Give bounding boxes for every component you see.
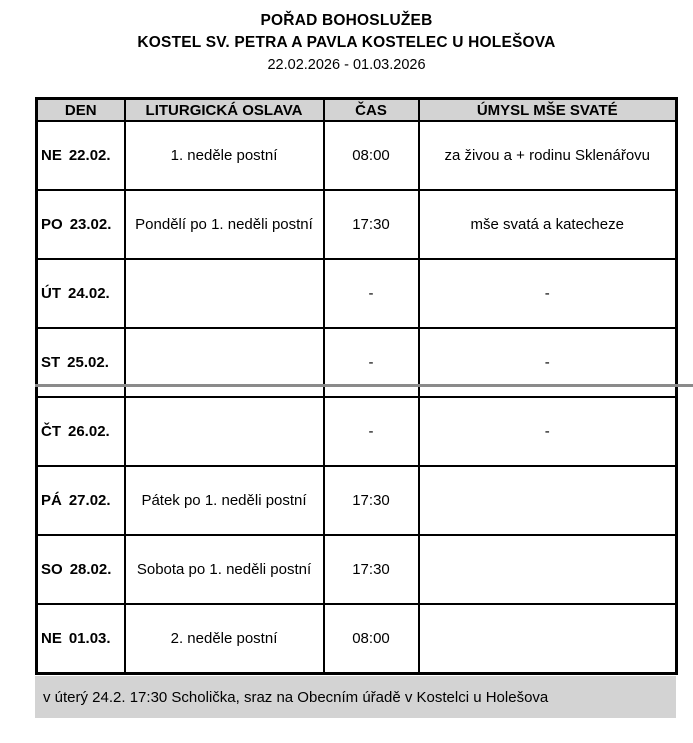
day-cell: [37, 259, 125, 328]
intention-cell: [419, 604, 677, 674]
day-date: 28.02.: [69, 561, 112, 578]
day-date: 27.02.: [68, 492, 111, 509]
table-row: [37, 121, 677, 190]
day-abbr: PÁ: [41, 492, 62, 509]
time-cell: 08:00: [324, 604, 419, 674]
day-abbr: PO: [41, 216, 63, 233]
intention-cell: [419, 535, 677, 604]
intention-cell: -: [419, 328, 677, 397]
column-header-umysl: ÚMYSL MŠE SVATÉ: [419, 99, 677, 122]
column-header-liturgy: LITURGICKÁ OSLAVA: [125, 99, 324, 122]
column-header-cas: ČAS: [324, 99, 419, 122]
intention-cell: za živou a + rodinu Sklenářovu: [419, 121, 677, 190]
time-cell: -: [324, 259, 419, 328]
day-date: 22.02.: [68, 147, 111, 164]
day-cell: [37, 397, 125, 466]
day-cell: [37, 604, 125, 674]
intention-cell: -: [419, 397, 677, 466]
church-name: KOSTEL SV. PETRA A PAVLA KOSTELEC U HOLEŠOVA: [137, 34, 556, 51]
day-date: 25.02.: [67, 354, 109, 371]
page-break-divider: [35, 384, 693, 387]
liturgy-cell: [125, 397, 324, 466]
day-date: 24.02.: [68, 285, 110, 302]
time-cell: 08:00: [324, 121, 419, 190]
day-date: 26.02.: [68, 423, 110, 440]
time-cell: -: [324, 397, 419, 466]
table-row: [37, 535, 677, 604]
day-cell: [37, 121, 125, 190]
liturgy-cell: Sobota po 1. neděli postní: [125, 535, 324, 604]
intention-cell: mše svatá a katecheze: [419, 190, 677, 259]
table-row: [37, 466, 677, 535]
intention-cell: -: [419, 259, 677, 328]
footer-note: v úterý 24.2. 17:30 Scholička, sraz na Obecním úřadě v Kostelci u Holešova: [35, 676, 676, 718]
page-title: POŘAD BOHOSLUŽEB: [260, 12, 433, 29]
header-row: [37, 99, 677, 122]
day-abbr: ST: [41, 354, 61, 371]
day-abbr: NE: [41, 147, 62, 164]
liturgy-cell: 1. neděle postní: [125, 121, 324, 190]
liturgy-cell: Pondělí po 1. neděli postní: [125, 190, 324, 259]
title-block: [0, 10, 693, 76]
table-row: [37, 604, 677, 674]
liturgy-cell: [125, 259, 324, 328]
time-cell: -: [324, 328, 419, 397]
intention-cell: [419, 466, 677, 535]
day-date: 01.03.: [68, 630, 111, 647]
day-abbr: NE: [41, 630, 62, 647]
day-date: 23.02.: [69, 216, 112, 233]
date-range: 22.02.2026 - 01.03.2026: [267, 57, 426, 73]
day-cell: [37, 535, 125, 604]
time-cell: 17:30: [324, 190, 419, 259]
time-cell: 17:30: [324, 466, 419, 535]
table-row: [37, 397, 677, 466]
column-header-den: DEN: [37, 99, 125, 122]
day-cell: [37, 190, 125, 259]
liturgy-cell: 2. neděle postní: [125, 604, 324, 674]
table-row: [37, 190, 677, 259]
liturgy-cell: Pátek po 1. neděli postní: [125, 466, 324, 535]
day-abbr: SO: [41, 561, 63, 578]
table-row: [37, 259, 677, 328]
day-cell: [37, 466, 125, 535]
day-abbr: ÚT: [41, 285, 61, 302]
day-abbr: ČT: [41, 423, 61, 440]
time-cell: 17:30: [324, 535, 419, 604]
